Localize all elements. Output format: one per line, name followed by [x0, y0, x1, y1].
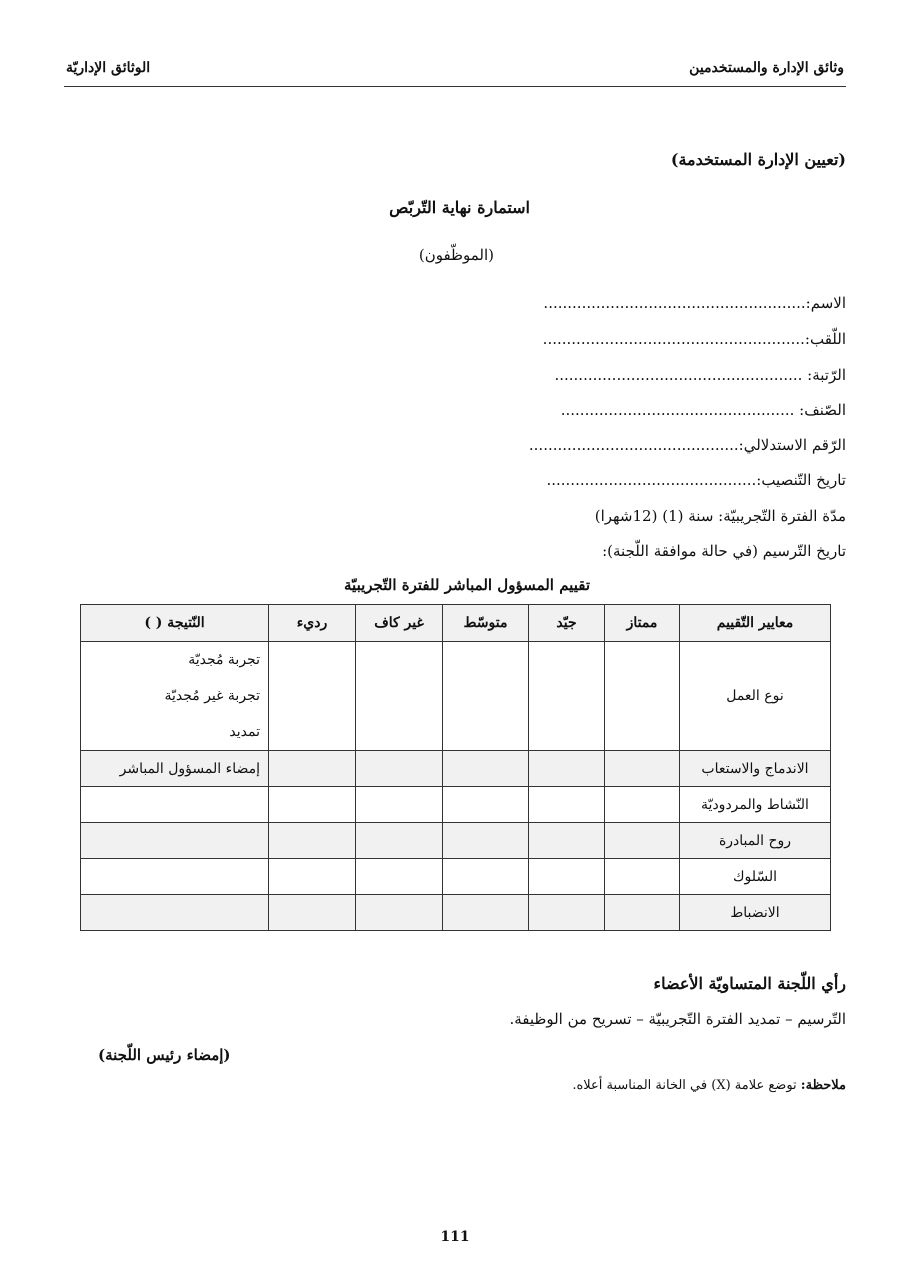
cell-excellent[interactable] [605, 859, 680, 895]
header-insufficient: غير كاف [356, 605, 443, 642]
cell-average[interactable] [443, 787, 529, 823]
header-poor: رديء [269, 605, 356, 642]
cell-poor[interactable] [269, 859, 356, 895]
cell-poor[interactable] [269, 823, 356, 859]
cell-good[interactable] [529, 787, 605, 823]
cell-excellent[interactable] [605, 642, 680, 751]
criterion-discipline: الانضباط [680, 895, 831, 931]
header-good: جيّد [529, 605, 605, 642]
field-category: الصّنف: ................................................. [560, 401, 846, 419]
cell-poor[interactable] [269, 751, 356, 787]
committee-options: التّرسيم – تمديد الفترة التّجريبيّة – تسريح من الوظيفة. [509, 1010, 846, 1028]
committee-title: رأي اللّجنة المتساويّة الأعضاء [653, 974, 846, 993]
table-row [81, 642, 831, 751]
cell-insufficient[interactable] [356, 787, 443, 823]
running-header-left: الوثائق الإداريّة [66, 60, 151, 76]
note-label: ملاحظة: [800, 1078, 846, 1093]
field-index-number: الرّقم الاستدلالي:............................................ [528, 436, 846, 454]
evaluation-table [80, 604, 831, 931]
table-row [81, 895, 831, 931]
cell-average[interactable] [443, 859, 529, 895]
cell-average[interactable] [443, 895, 529, 931]
cell-insufficient[interactable] [356, 751, 443, 787]
cell-excellent[interactable] [605, 895, 680, 931]
field-name: الاسم:....................................................... [543, 294, 846, 312]
table-header-row [81, 605, 831, 642]
table-row [81, 823, 831, 859]
criterion-work-type: نوع العمل [680, 642, 831, 751]
cell-poor[interactable] [269, 642, 356, 751]
cell-good[interactable] [529, 642, 605, 751]
cell-excellent[interactable] [605, 787, 680, 823]
criterion-initiative: روح المبادرة [680, 823, 831, 859]
result-extension: تمديد [229, 724, 260, 740]
cell-insufficient[interactable] [356, 823, 443, 859]
assignment-heading: (تعيين الإدارة المستخدمة) [670, 150, 846, 169]
evaluation-title: تقييم المسؤول المباشر للفترة التّجريبيّة [344, 576, 590, 594]
form-subtitle: (الموظّفون) [418, 246, 494, 264]
committee-chair-signature: (إمضاء رئيس اللّجنة) [98, 1046, 231, 1064]
cell-result[interactable] [81, 895, 269, 931]
cell-result[interactable] [81, 787, 269, 823]
cell-poor[interactable] [269, 787, 356, 823]
field-tenure-date: تاريخ التّرسيم (في حالة موافقة اللّجنة): [602, 542, 846, 560]
result-options [81, 642, 269, 751]
note [572, 1078, 846, 1093]
result-unsuccessful: تجربة غير مُجديّة [164, 688, 260, 704]
header-divider [64, 86, 846, 87]
field-rank: الرّتبة: .................................................... [554, 366, 846, 384]
criterion-integration: الاندماج والاستعاب [680, 751, 831, 787]
cell-good[interactable] [529, 895, 605, 931]
page-number: 111 [440, 1229, 470, 1245]
form-title: استمارة نهاية التّربّص [389, 198, 530, 217]
header-criteria: معايير التّقييم [680, 605, 831, 642]
cell-average[interactable] [443, 642, 529, 751]
cell-insufficient[interactable] [356, 642, 443, 751]
field-surname: اللّقب:....................................................... [542, 330, 846, 348]
cell-average[interactable] [443, 823, 529, 859]
cell-average[interactable] [443, 751, 529, 787]
header-average: متوسّط [443, 605, 529, 642]
cell-good[interactable] [529, 859, 605, 895]
header-result: النّتيجة ( ) [81, 605, 269, 642]
supervisor-signature-cell: إمضاء المسؤول المباشر [81, 751, 269, 787]
criterion-activity: النّشاط والمردوديّة [680, 787, 831, 823]
table-row [81, 787, 831, 823]
field-installation-date: تاريخ التّنصيب:............................................ [546, 471, 846, 489]
cell-result[interactable] [81, 823, 269, 859]
criterion-conduct: السّلوك [680, 859, 831, 895]
cell-poor[interactable] [269, 895, 356, 931]
cell-excellent[interactable] [605, 751, 680, 787]
cell-insufficient[interactable] [356, 859, 443, 895]
header-excellent: ممتاز [605, 605, 680, 642]
result-successful: تجربة مُجديّة [188, 652, 260, 668]
cell-result[interactable] [81, 859, 269, 895]
cell-good[interactable] [529, 751, 605, 787]
field-probation-duration: مدّة الفترة التّجريبيّة: سنة (1) (12شهرا) [594, 507, 846, 525]
note-text: توضع علامة (X) في الخانة المناسبة أعلاه. [572, 1078, 801, 1093]
cell-excellent[interactable] [605, 823, 680, 859]
table-row [81, 859, 831, 895]
table-row [81, 751, 831, 787]
running-header-right: وثائق الإدارة والمستخدمين [689, 60, 844, 76]
cell-good[interactable] [529, 823, 605, 859]
cell-insufficient[interactable] [356, 895, 443, 931]
